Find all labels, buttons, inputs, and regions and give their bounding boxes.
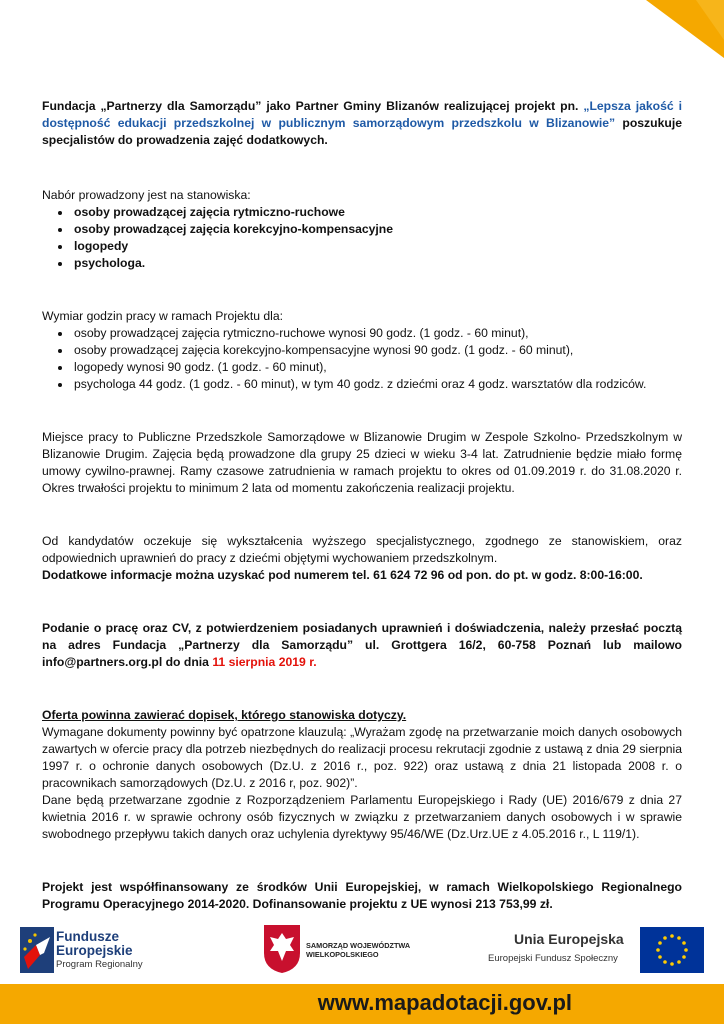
samorzad-logo bbox=[262, 923, 442, 977]
gdpr-paragraph: Dane będą przetwarzane zgodnie z Rozporządzeniem Parlamentu Europejskiego i Rady (UE) 2016/679 z dnia 27 kwietnia 2016 r. w sprawie ochrony osób fizycznych w związku z przetwarzaniem danych osobowych i w sprawie swobodnego przepływu takich danych oraz uchylenia dyrektywy 95/46/WE (Dz.Urz.UE z 4.05.2016 r., L 119/1). bbox=[42, 793, 682, 841]
application-paragraph bbox=[42, 620, 682, 671]
corner-decoration-inner bbox=[696, 0, 724, 40]
position-item: • logopedy bbox=[72, 238, 682, 255]
positions-list bbox=[42, 204, 682, 272]
eu-subtitle: Europejski Fundusz Społeczny bbox=[488, 953, 618, 964]
document-body bbox=[42, 98, 682, 913]
footer-bar bbox=[0, 984, 724, 1024]
workplace-paragraph: Miejsce pracy to Publiczne Przedszkole Samorządowe w Blizanowie Drugim w Zespole Szkolno- Przedszkolnym w Blizanowie Drugim. Zajęcia będą prowadzone dla grupy 25 dzieci w wieku 3-4 lat. Zatrudnienie będzie miało formę umowy cywilno-prawnej. Ramy czasowe zatrudnienia w ramach projektu to okres od 01.09.2019 r. do 31.08.2020 r. Okres trwałości projektu to minimum 2 lata od momentu zakończenia realizacji projektu. bbox=[42, 430, 682, 495]
position-item: • osoby prowadzącej zajęcia rytmiczno-ruchowe bbox=[72, 204, 682, 221]
offer-heading: Oferta powinna zawierać dopisek, którego stanowiska dotyczy. bbox=[42, 708, 407, 722]
hours-item: • psychologa 44 godz. (1 godz. - 60 minut), w tym 40 godz. z dziećmi oraz 4 godz. warsztatów dla rodziców. bbox=[72, 376, 682, 393]
positions-heading: Nabór prowadzony jest na stanowiska: bbox=[42, 188, 251, 202]
deadline: 11 sierpnia 2019 r. bbox=[212, 655, 317, 669]
hours-heading: Wymiar godzin pracy w ramach Projektu dla: bbox=[42, 309, 284, 323]
position-item: • osoby prowadzącej zajęcia korekcyjno-kompensacyjne bbox=[72, 221, 682, 238]
eu-flag-icon bbox=[640, 927, 704, 973]
project-name: „Lepsza jakość i dostępność edukacji przedszkolnej w publicznym samorządowym przedszkolu w Blizanowie” bbox=[42, 99, 682, 130]
eu-title: Unia Europejska bbox=[514, 931, 624, 947]
contact-info: Dodatkowe informacje można uzyskać pod numerem tel. 61 624 72 96 od pon. do pt. w godz. 8:00-16:00. bbox=[42, 568, 643, 582]
hours-item: • osoby prowadzącej zajęcia korekcyjno-kompensacyjne wynosi 90 godz. (1 godz. - 60 minut), bbox=[72, 342, 682, 359]
hours-item: • osoby prowadzącej zajęcia rytmiczno-ruchowe wynosi 90 godz. (1 godz. - 60 minut), bbox=[72, 325, 682, 342]
position-item: • psychologa. bbox=[72, 255, 682, 272]
consent-clause: Wymagane dokumenty powinny być opatrzone klauzulą: „Wyrażam zgodę na przetwarzanie moich danych osobowych zawartych w ofercie pracy dla potrzeb niezbędnych do realizacji procesu rekrutacji zgodnie z ustawą z dnia 29 sierpnia 1997 r. o ochronie danych osobowych (Dz.U. z 2016 r., poz. 922) oraz ustawą z dnia 21 listopada 2008 r. o pracownikach samorządowych (Dz.U. z 2016 r, poz. 902)”. bbox=[42, 725, 682, 790]
intro-text: Fundacja „Partnerzy dla Samorządu” jako Partner Gminy Blizanów realizującej projekt pn. bbox=[42, 99, 584, 113]
requirements-paragraph: Od kandydatów oczekuje się wykształcenia wyższego specjalistycznego, zgodnego ze stanowiskiem, oraz odpowiednich uprawnień do pracy z dziećmi objętymi wychowaniem przedszkolnym. bbox=[42, 534, 682, 565]
fe-title: Fundusze Europejskie bbox=[56, 929, 133, 958]
intro-text-end: poszukuje specjalistów do prowadzenia zajęć dodatkowych. bbox=[42, 116, 682, 147]
logo-bar bbox=[0, 915, 724, 985]
footer-url[interactable]: www.mapadotacji.gov.pl bbox=[317, 990, 572, 1015]
fe-subtitle: Program Regionalny bbox=[56, 959, 143, 970]
application-text: Podanie o pracę oraz CV, z potwierdzeniem posiadanych uprawnień i doświadczenia, należy przesłać pocztą na adres Fundacja „Partnerzy dla Samorządu” ul. Grottgera 16/2, 60-758 Poznań lub mailowo info@partners.org.pl do dnia bbox=[42, 621, 682, 669]
eagle-coat-of-arms-icon bbox=[262, 923, 302, 975]
fe-emblem-icon bbox=[20, 927, 54, 973]
samorzad-text: SAMORZĄD WOJEWÓDZTWA WIELKOPOLSKIEGO bbox=[306, 941, 411, 959]
fundusze-europejskie-logo bbox=[20, 927, 170, 977]
intro-paragraph bbox=[42, 98, 682, 149]
hours-item: • logopedy wynosi 90 godz. (1 godz. - 60 minut), bbox=[72, 359, 682, 376]
eu-logo bbox=[488, 929, 708, 979]
funding-paragraph: Projekt jest współfinansowany ze środków Unii Europejskiej, w ramach Wielkopolskiego Regionalnego Programu Operacyjnego 2014-2020. Dofinansowanie projektu z UE wynosi 213 753,99 zł. bbox=[42, 880, 682, 911]
hours-list bbox=[42, 325, 682, 393]
